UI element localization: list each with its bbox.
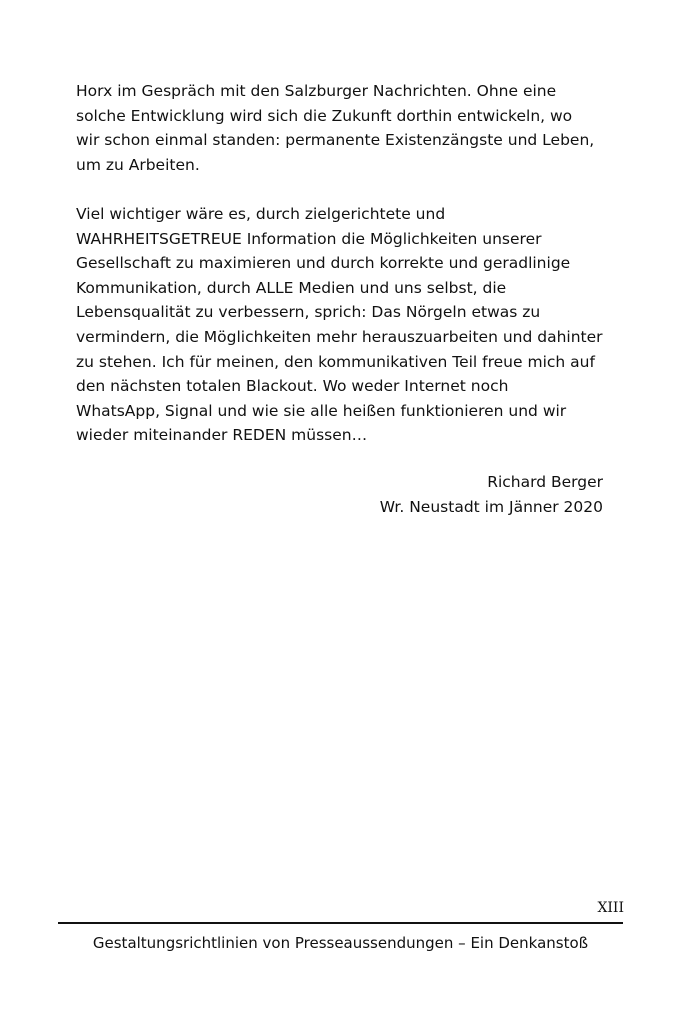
text-line: um zu Arbeiten.: [76, 155, 200, 174]
text-line: Horx im Gespräch mit den Salzburger Nachrichten. Ohne eine: [76, 82, 557, 100]
text-line: Viel wichtiger wäre es, durch zielgerichtete und: [76, 205, 446, 223]
signature-place-date: Wr. Neustadt im Jänner 2020: [379, 497, 603, 516]
text-line: Kommunikation, durch ALLE Medien und uns selbst, die: [76, 278, 507, 297]
text-line: solche Entwicklung wird sich die Zukunft dorthin entwickeln, wo: [76, 106, 573, 125]
text-line: wieder miteinander REDEN müssen…: [76, 426, 368, 445]
footer-title: Gestaltungsrichtlinien von Presseaussendungen – Ein Denkanstoß: [92, 934, 589, 952]
body-paragraph-2: [76, 202, 616, 448]
text-line: Gesellschaft zu maximieren und durch korrekte und geradlinige: [76, 254, 571, 273]
signature-author: Richard Berger: [487, 473, 603, 491]
text-line: WhatsApp, Signal und wie sie alle heißen funktionieren und wir: [76, 401, 567, 420]
text-line: den nächsten totalen Blackout. Wo weder Internet noch: [76, 377, 509, 396]
text-line: WAHRHEITSGETREUE Information die Möglichkeiten unserer: [76, 229, 542, 248]
text-line: Lebensqualität zu verbessern, sprich: Das Nörgeln etwas zu: [76, 303, 541, 322]
page-number: XIII: [597, 900, 624, 916]
text-line: vermindern, die Möglichkeiten mehr herauszuarbeiten und dahinter: [76, 327, 603, 346]
text-line: zu stehen. Ich für meinen, den kommunikativen Teil freue mich auf: [76, 352, 595, 371]
signature-block: [380, 470, 603, 519]
text-line: wir schon einmal standen: permanente Existenzängste und Leben,: [76, 131, 595, 150]
body-paragraph-1: [76, 79, 616, 177]
footer-divider: [58, 922, 623, 924]
